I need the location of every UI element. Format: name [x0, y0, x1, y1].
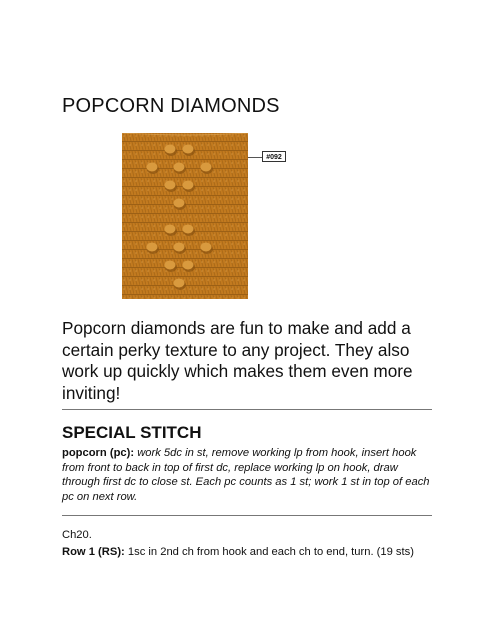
chain-instruction: Ch20.: [62, 529, 92, 541]
stitch-definition-text: work 5dc in st, remove working lp from hook, insert hook from front to back in top of first dc, replace working lp on hook, draw through first dc to close st. Each pc counts as 1 st; work 1 st in top of each pc on next row.: [62, 447, 430, 503]
intro-paragraph: Popcorn diamonds are fun to make and add a certain perky texture to any project. They also work up quickly which makes them even more inviting!: [62, 318, 413, 403]
special-stitch-definition: [62, 446, 434, 504]
divider: [62, 409, 432, 410]
row-1-text: 1sc in 2nd ch from hook and each ch to end, turn. (19 sts): [127, 546, 414, 558]
row-1-instruction: [62, 545, 434, 560]
swatch-ref-line: [248, 157, 262, 158]
crochet-swatch-image: [122, 133, 248, 299]
divider: [62, 515, 432, 516]
special-stitch-heading: SPECIAL STITCH: [62, 423, 202, 442]
stitch-term: popcorn (pc):: [62, 447, 135, 459]
row-1-label: Row 1 (RS):: [62, 546, 125, 558]
page-title: POPCORN DIAMONDS: [62, 95, 280, 117]
swatch-reference-label: #092: [262, 151, 286, 162]
